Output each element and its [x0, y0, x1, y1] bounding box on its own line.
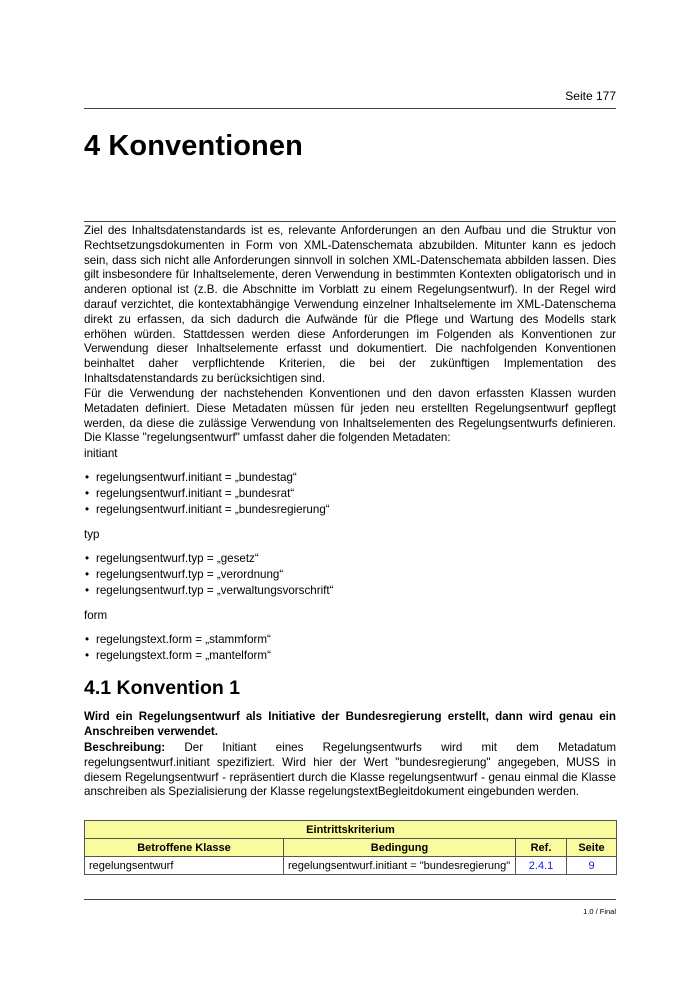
cell-bedingung: regelungsentwurf.initiant = "bundesregierung"	[284, 857, 516, 875]
section-title: 4.1 Konvention 1	[84, 677, 241, 699]
description-text: Der Initiant eines Regelungsentwurfs wird mit dem Metadatum regelungsentwurf.initiant spezifiziert. Wird hier der Wert "bundesregierung" angegeben, MUSS in diesem Regelungsentwurf - repräsentiert durch die Klasse regelungsentwurf - genau einmal die Klasse anschreiben als Spezialisierung der Klasse regelungstextBegleitdokument eingebunden werden.	[84, 741, 616, 799]
description-label: Beschreibung:	[84, 741, 166, 754]
list-item: • regelungsentwurf.initiant = „bundesrat“	[84, 486, 616, 502]
table-row	[85, 857, 617, 875]
chapter-rule	[84, 221, 616, 222]
table-header-row	[85, 839, 617, 857]
convention-description	[84, 741, 616, 800]
table-caption: Eintrittskriterium	[85, 821, 617, 839]
column-header: Seite	[567, 839, 617, 857]
form-list	[84, 632, 616, 664]
convention-rule: Wird ein Regelungsentwurf als Initiative der Bundesregierung erstellt, dann wird genau ein Anschreiben verwendet.	[84, 710, 616, 738]
footer-version: 1.0 / Final	[583, 907, 616, 916]
list-item: • regelungstext.form = „stammform“	[84, 632, 616, 648]
typ-list	[84, 551, 616, 598]
metadata-label-typ: typ	[84, 528, 100, 541]
cell-klasse: regelungsentwurf	[85, 857, 284, 875]
page-link[interactable]: 9	[567, 857, 617, 875]
ref-link[interactable]: 2.4.1	[516, 857, 567, 875]
header-rule	[84, 108, 616, 109]
intro-paragraph-2: Für die Verwendung der nachstehenden Konventionen und den davon erfassten Klassen wurden Metadaten definiert. Diese Metadaten müssen für jeden neu erstellten Regelungsentwurf gepflegt werden, da diese die zulässige Verwendung von Inhaltselementen des Regelungsentwurfs definieren. Die Klasse "regelungsentwurf" umfasst daher die folgenden Metadaten:	[84, 387, 616, 445]
table-caption-row	[85, 821, 617, 839]
list-item: • regelungsentwurf.initiant = „bundesregierung“	[84, 502, 616, 518]
intro-paragraph-1: Ziel des Inhaltsdatenstandards ist es, relevante Anforderungen an den Aufbau und die Struktur von Rechtsetzungsdokumenten in Form von XML-Datenschemata abzubilden. Mitunter kann es jedoch sein, dass sich nicht alle Anforderungen sinnvoll in solchen XML-Datenschemata abbilden lassen. Dies gilt insbesondere für Inhaltselemente, deren Verwendung in bestimmten Kontexten obligatorisch und in anderen optional ist (z.B. die Abschnitte im Vorblatt zu einem Regelungsentwurf). In der Regel wird darauf verzichtet, die kontextabhängige Verwendung einzelner Inhaltselemente im XML-Datenschema direkt zu erfassen, da sich dadurch die Aufwände für die Pflege und Wartung des Modells stark erhöhen würden. Stattdessen werden diese Anforderungen im Folgenden als Konventionen zur Verwendung dieser Inhaltselemente erfasst und dokumentiert. Die nachfolgenden Konventionen beinhaltet daher verpflichtende Kriterien, die bei der zukünftigen Implementation des Inhaltsdatenstandards zu berücksichtigen sind.	[84, 224, 616, 385]
list-item: • regelungsentwurf.typ = „gesetz“	[84, 551, 616, 567]
list-item: • regelungsentwurf.initiant = „bundestag“	[84, 470, 616, 486]
chapter-title: 4 Konventionen	[84, 130, 303, 162]
initiant-list	[84, 470, 616, 517]
column-header: Ref.	[516, 839, 567, 857]
list-item: • regelungsentwurf.typ = „verwaltungsvorschrift“	[84, 583, 616, 599]
column-header: Betroffene Klasse	[85, 839, 284, 857]
list-item: • regelungstext.form = „mantelform“	[84, 648, 616, 664]
list-item: • regelungsentwurf.typ = „verordnung“	[84, 567, 616, 583]
criteria-table	[84, 820, 617, 875]
metadata-label-initiant: initiant	[84, 447, 118, 460]
page-number: Seite 177	[565, 89, 616, 103]
metadata-label-form: form	[84, 609, 108, 622]
footer-rule	[84, 899, 616, 900]
column-header: Bedingung	[284, 839, 516, 857]
